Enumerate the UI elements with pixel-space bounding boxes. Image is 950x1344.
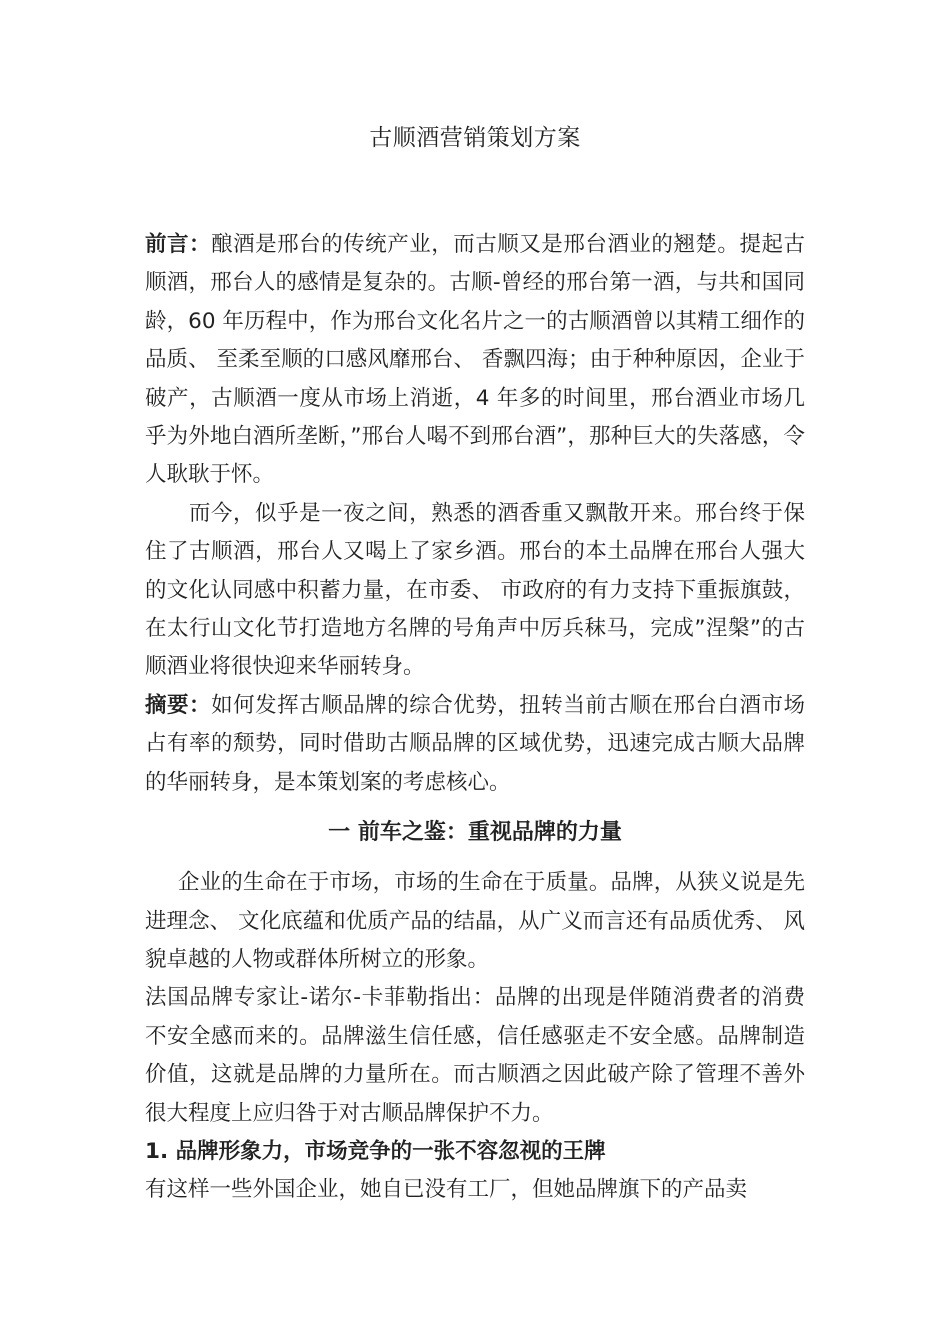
section-paragraph-2: 法国品牌专家让-诺尔-卡菲勒指出：品牌的出现是伴随消费者的消费不安全感而来的。品牌滋生信任感，信任感驱走不安全感。品牌制造价值，这就是品牌的力量所在。而古顺酒之因此破产除了管理不善外很大程度上应归咎于对古顺品牌保护不力。 — [145, 985, 805, 1126]
sub-heading: 1. 品牌形象力，市场竞争的一张不容忽视的王牌 — [145, 1138, 606, 1164]
preface-text: 酿酒是邢台的传统产业，而古顺又是邢台酒业的翘楚。提起古顺酒，邢台人的感情是复杂的。古顺-曾经的邢台第一酒，与共和国同龄，60 年历程中，作为邢台文化名片之一的古顺酒曾以其精工细作的品质、 至柔至顺的口感风靡邢台、 香飘四海；由于种种原因，企业于 破产，古顺酒一度从市场上消逝，4 年多的时间里，邢台酒业市场几乎为外地白酒所垄断，”邢台人喝不到邢台酒”，那种巨大的失落感，令人耿耿于怀。 — [145, 232, 805, 488]
document-body — [145, 226, 805, 1210]
paragraph-2: 而今，似乎是一夜之间，熟悉的酒香重又飘散开来。邢台终于保住了古顺酒，邢台人又喝上了家乡酒。邢台的本土品牌在邢台人强大的文化认同感中积蓄力量，在市委、 市政府的有力支持下重振旗鼓，在太行山文化节打造地方名牌的号角声中厉兵秣马，完成”涅槃”的古顺酒业将很快迎来华丽转身。 — [145, 500, 805, 680]
document-title: 古顺酒营销策划方案 — [369, 125, 581, 151]
section-paragraph-3: 有这样一些外国企业，她自已没有工厂，但她品牌旗下的产品卖 — [145, 1177, 748, 1203]
preface-paragraph — [145, 226, 805, 495]
preface-label: 前言： — [145, 232, 212, 257]
abstract-paragraph — [145, 687, 805, 802]
section-paragraph-1: 企业的生命在于市场，市场的生命在于质量。品牌，从狭义说是先进理念、 文化底蕴和优质产品的结晶，从广义而言还有品质优秀、 风貌卓越的人物或群体所树立的形象。 — [145, 870, 805, 972]
section-heading: 一 前车之鉴：重视品牌的力量 — [328, 820, 622, 846]
abstract-label: 摘要： — [145, 692, 212, 718]
abstract-text: 如何发挥古顺品牌的综合优势，扭转当前古顺在邢台白酒市场占有率的颓势，同时借助古顺品牌的区域优势，迅速完成古顺大品牌的华丽转身，是本策划案的考虑核心。 — [145, 692, 805, 795]
